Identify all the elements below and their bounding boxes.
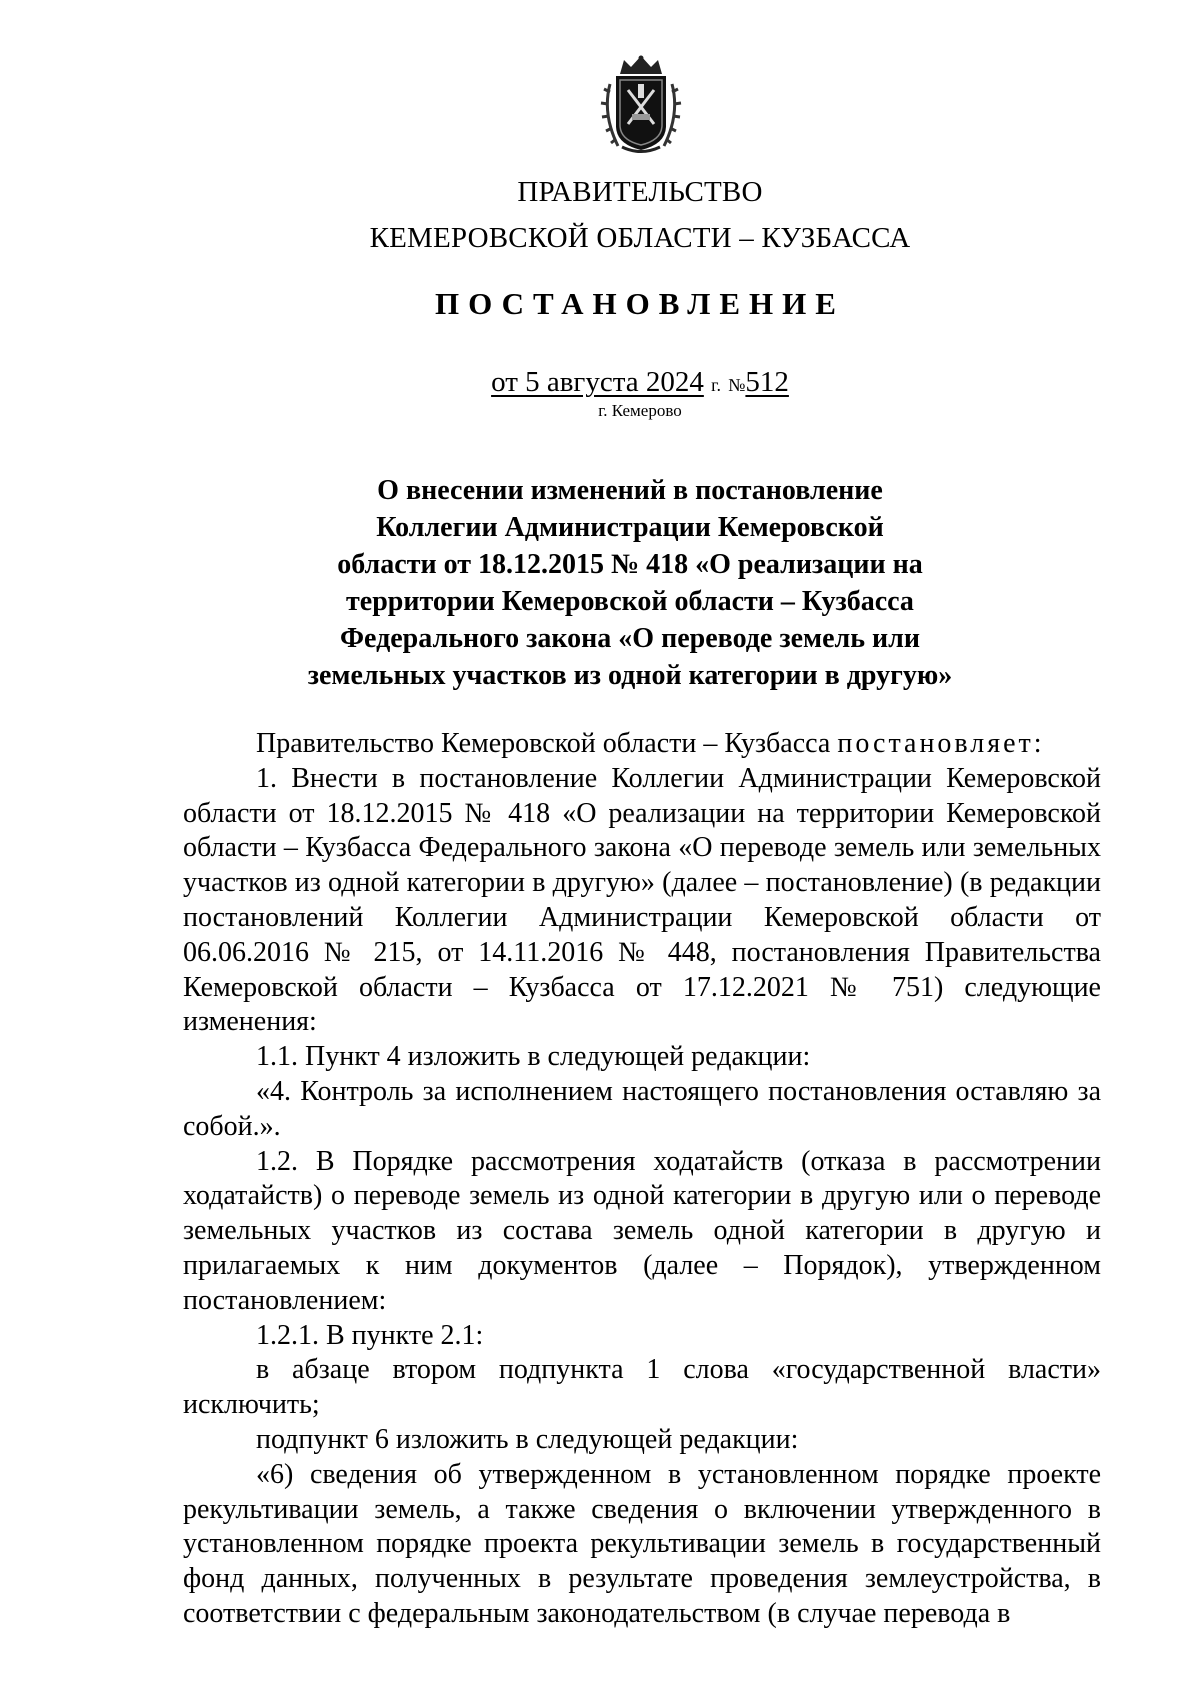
title-line: Коллегии Администрации Кемеровской [376,512,884,543]
city-name: г. Кемерово [598,401,682,420]
document-title [290,472,970,694]
title-line: области от 18.12.2015 № 418 «О реализации на [337,549,923,580]
document-type-heading: ПОСТАНОВЛЕНИЕ [435,286,845,321]
intro-decree-word: постановляет: [837,728,1045,759]
body-paragraph: 1. Внести в постановление Коллегии Администрации Кемеровской области от 18.12.2015 № 418 «О реализации на территории Кемеровской области – Кузбасса Федерального закона «О переводе земель или земельных участков из одной категории в другую» (далее – постановление) (в редакции постановлений Коллегии Администрации Кемеровской области от 06.06.2016 № 215, от 14.11.2016 № 448, постановления Правительства Кемеровской области – Кузбасса от 17.12.2021 № 751) следующие изменения: [183,762,1101,1038]
body-paragraph: «4. Контроль за исполнением настоящего постановления оставляю за собой.». [183,1075,1101,1142]
date-number-line [40,366,1200,399]
document-date: от 5 августа 2024 [491,366,704,398]
intro-paragraph [183,727,1101,762]
document-body [183,727,1101,1632]
intro-text: Правительство Кемеровской области – Кузбасса [256,728,831,759]
coat-of-arms-icon [598,54,684,156]
government-name-line1: ПРАВИТЕЛЬСТВО [517,176,763,208]
body-paragraph: «6) сведения об утвержденном в установленном порядке проекте рекультивации земель, а также сведения о включении утвержденного в установленном порядке проекта рекультивации земель в государственный фонд данных, полученных в результате проведения землеустройства, в соответствии с федеральным законодательством (в случае перевода в [183,1458,1101,1629]
document-number: 512 [745,366,789,398]
body-paragraph: 1.2.1. В пункте 2.1: [256,1319,484,1351]
title-line: территории Кемеровской области – Кузбасса [346,586,914,617]
title-line: Федерального закона «О переводе земель или [339,623,921,654]
number-sign: № [728,375,746,395]
title-line: земельных участков из одной категории в другую» [307,660,953,691]
body-paragraph: 1.1. Пункт 4 изложить в следующей редакции: [256,1041,811,1073]
government-name-line2: КЕМЕРОВСКОЙ ОБЛАСТИ – КУЗБАССА [369,222,911,254]
title-line: О внесении изменений в постановление [377,475,883,506]
year-suffix: г. [711,375,721,395]
body-paragraph: 1.2. В Порядке рассмотрения ходатайств (отказа в рассмотрении ходатайств) о переводе земель из одной категории в другую или о переводе земельных участков из состава земель одной категории в другую и прилагаемых к ним документов (далее – Порядок), утвержденном постановлением: [183,1145,1101,1316]
body-paragraph: подпункт 6 изложить в следующей редакции: [256,1423,799,1455]
body-paragraph: в абзаце втором подпункта 1 слова «государственной власти» исключить; [183,1354,1101,1421]
